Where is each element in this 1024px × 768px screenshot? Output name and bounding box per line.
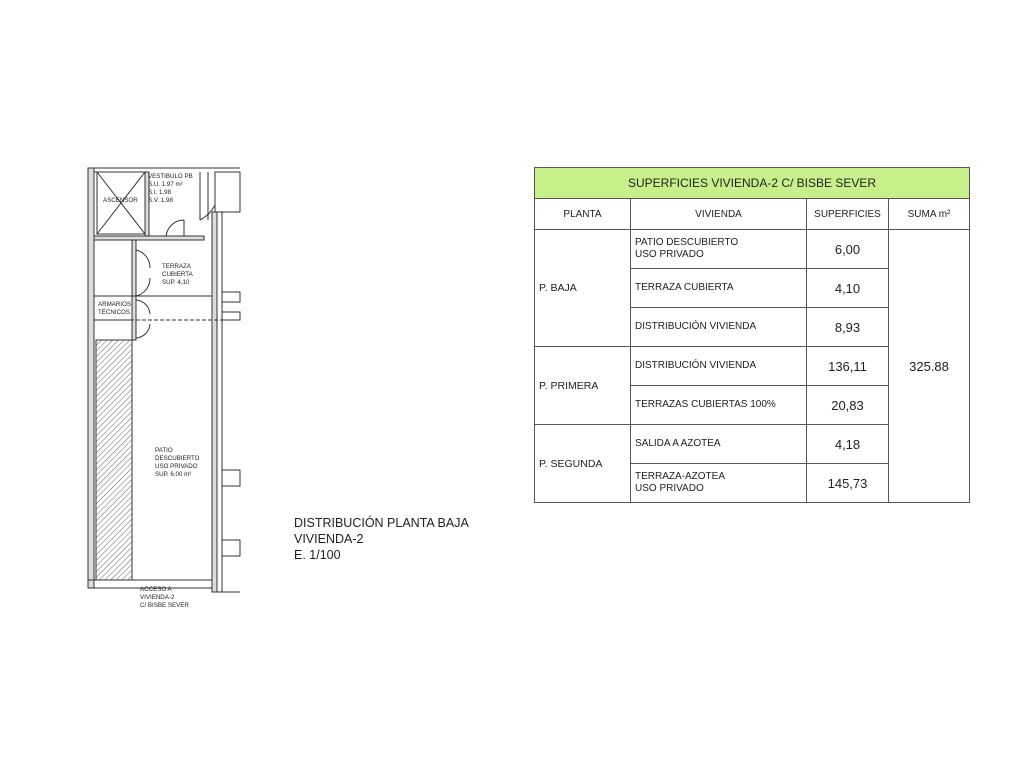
caption-scale: E. 1/100 [294,548,341,562]
table-title: SUPERFICIES VIVIENDA-2 C/ BISBE SEVER [535,168,970,199]
row-label-line: USO PRIVADO [635,249,704,260]
header-planta: PLANTA [535,199,631,230]
row-label-line: USO PRIVADO [635,483,704,494]
armarios-label-1: ARMARIOS [98,301,132,308]
header-superficies: SUPERFICIES [807,199,889,230]
floor-segunda: P. SEGUNDA [535,425,631,503]
row-label [631,464,807,503]
patio-label-3: USO PRIVADO [155,463,198,470]
vestibulo-label-4: S.V. 1.98 [148,197,173,204]
row-label-line: PATIO DESCUBIERTO [635,237,739,248]
table-row [535,230,970,269]
terraza-label-3: SUP. 4,10 [162,279,190,286]
patio-label-1: PATIO [155,447,173,454]
row-value: 136,11 [807,347,889,386]
acceso-label-1: ACCESO A [140,586,172,593]
terraza-label-2: CUBIERTA [162,271,193,278]
patio-label-2: DESCUBIERTO [155,455,200,462]
row-value: 4,10 [807,269,889,308]
terraza-label-1: TERRAZA [162,263,191,270]
plan-walls [88,168,240,592]
ascensor-label: ASCENSOR [103,197,138,204]
row-label: TERRAZA CUBIERTA [631,269,807,308]
row-label: SALIDA A AZOTEA [631,425,807,464]
row-label-line: TERRAZA-AZOTEA [635,471,726,482]
row-label: TERRAZAS CUBIERTAS 100% [631,386,807,425]
floor-primera: P. PRIMERA [535,347,631,425]
floor-baja: P. BAJA [535,230,631,347]
vestibulo-label-1: VESTIBULO PB [148,173,193,180]
row-value: 20,83 [807,386,889,425]
areas-table [534,167,970,503]
plan-caption [294,515,469,563]
vestibulo-label-3: S.I. 1.98 [148,189,172,196]
patio-label-4: SUP. 6.00 m² [155,471,192,478]
row-value: 145,73 [807,464,889,503]
header-suma: SUMA m² [889,199,970,230]
acceso-label-2: VIVIENDA-2 [140,594,175,601]
floor-plan [0,0,260,620]
row-label: DISTRIBUCIÓN VIVIENDA [631,347,807,386]
caption-subtitle: VIVIENDA-2 [294,532,364,546]
total-sum: 325.88 [889,230,970,503]
row-value: 4,18 [807,425,889,464]
row-label: DISTRIBUCIÓN VIVIENDA [631,308,807,347]
row-label [631,230,807,269]
header-vivienda: VIVIENDA [631,199,807,230]
caption-title: DISTRIBUCIÓN PLANTA BAJA [294,516,469,530]
row-value: 8,93 [807,308,889,347]
vestibulo-label-2: S.U. 1.97 m² [148,181,183,188]
acceso-label-3: C/ BISBE SEVER [140,602,189,609]
armarios-label-2: TÉCNICOS [98,309,130,316]
row-value: 6,00 [807,230,889,269]
